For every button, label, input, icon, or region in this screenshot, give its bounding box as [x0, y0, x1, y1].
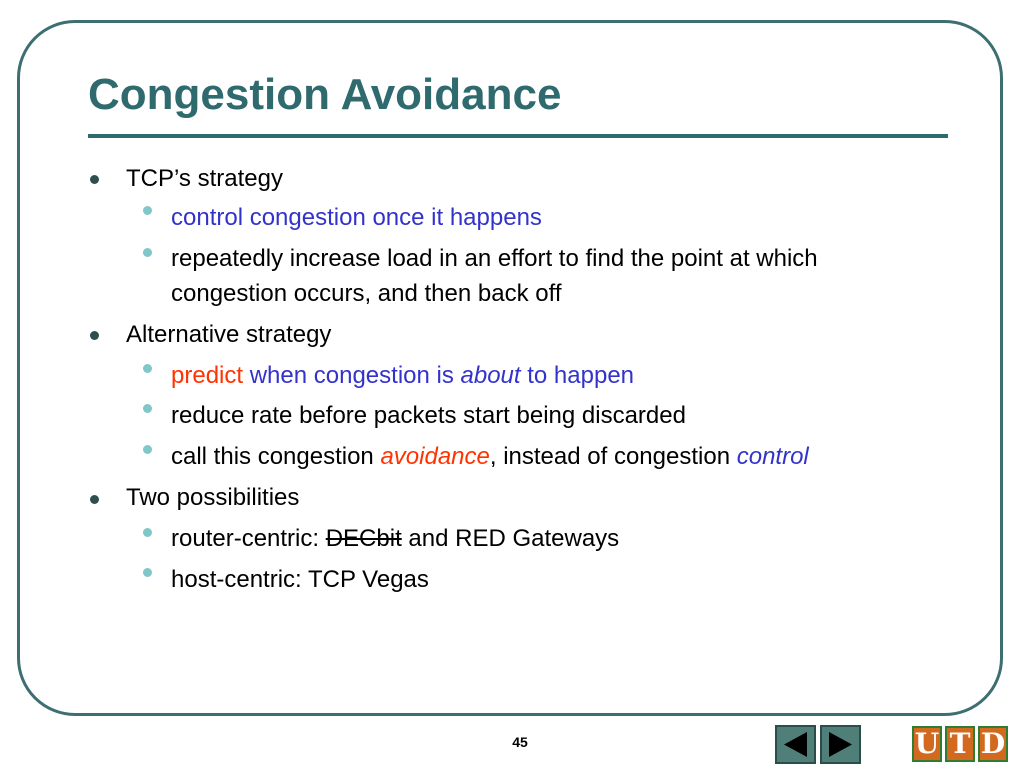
- sub-bullet-dot: [143, 364, 152, 373]
- predict-mid-text: when congestion is: [243, 362, 461, 389]
- triangle-right-icon: [822, 727, 859, 762]
- router-post-text: and RED Gateways: [401, 525, 620, 552]
- sub-bullet-dot: [143, 445, 152, 454]
- logo-letter-t: T: [945, 726, 975, 762]
- sub-bullet-dot: [143, 206, 152, 215]
- slide-title: Congestion Avoidance: [88, 70, 562, 119]
- predict-word: predict: [171, 362, 244, 389]
- logo-letter-u: U: [912, 726, 942, 762]
- sub-bullet-router-centric: [171, 524, 619, 554]
- avoidance-word: avoidance: [380, 443, 490, 470]
- logo-letter-d: D: [978, 726, 1008, 762]
- sub-bullet-dot: [143, 568, 152, 577]
- bullet-two-possibilities: Two possibilities: [126, 484, 300, 511]
- sub-bullet-avoidance: [171, 442, 809, 472]
- sub-bullet-host-centric: host-centric: TCP Vegas: [171, 566, 429, 593]
- bullet-dot: [90, 175, 99, 184]
- title-underline: [88, 134, 948, 138]
- control-word: control: [736, 443, 809, 470]
- sub-bullet-predict: [171, 361, 634, 391]
- bullet-tcp-strategy: TCP’s strategy: [126, 165, 283, 192]
- sub-bullet-dot: [143, 404, 152, 413]
- bullet-dot: [90, 331, 99, 340]
- sub-bullet-reduce-rate: reduce rate before packets start being discarded: [171, 402, 686, 429]
- sub-bullet-dot: [143, 528, 152, 537]
- decbit-word: DECbit: [325, 525, 402, 552]
- previous-slide-button[interactable]: [775, 725, 816, 764]
- sub-bullet-control-congestion: control congestion once it happens: [171, 204, 542, 231]
- avoidance-pre-text: call this congestion: [171, 443, 381, 470]
- triangle-left-icon: [777, 727, 814, 762]
- avoidance-mid-text: , instead of congestion: [489, 443, 737, 470]
- about-word: about: [460, 362, 521, 389]
- next-slide-button[interactable]: [820, 725, 861, 764]
- bullet-alternative-strategy: Alternative strategy: [126, 321, 332, 348]
- sub-bullet-dot: [143, 248, 152, 257]
- sub-bullet-increase-load-line1: repeatedly increase load in an effort to find the point at which: [171, 245, 818, 272]
- predict-end-text: to happen: [520, 362, 635, 389]
- slide-number: 45: [512, 734, 528, 750]
- sub-bullet-increase-load-line2: congestion occurs, and then back off: [171, 280, 562, 307]
- bullet-dot: [90, 495, 99, 504]
- router-pre-text: router-centric:: [171, 525, 326, 552]
